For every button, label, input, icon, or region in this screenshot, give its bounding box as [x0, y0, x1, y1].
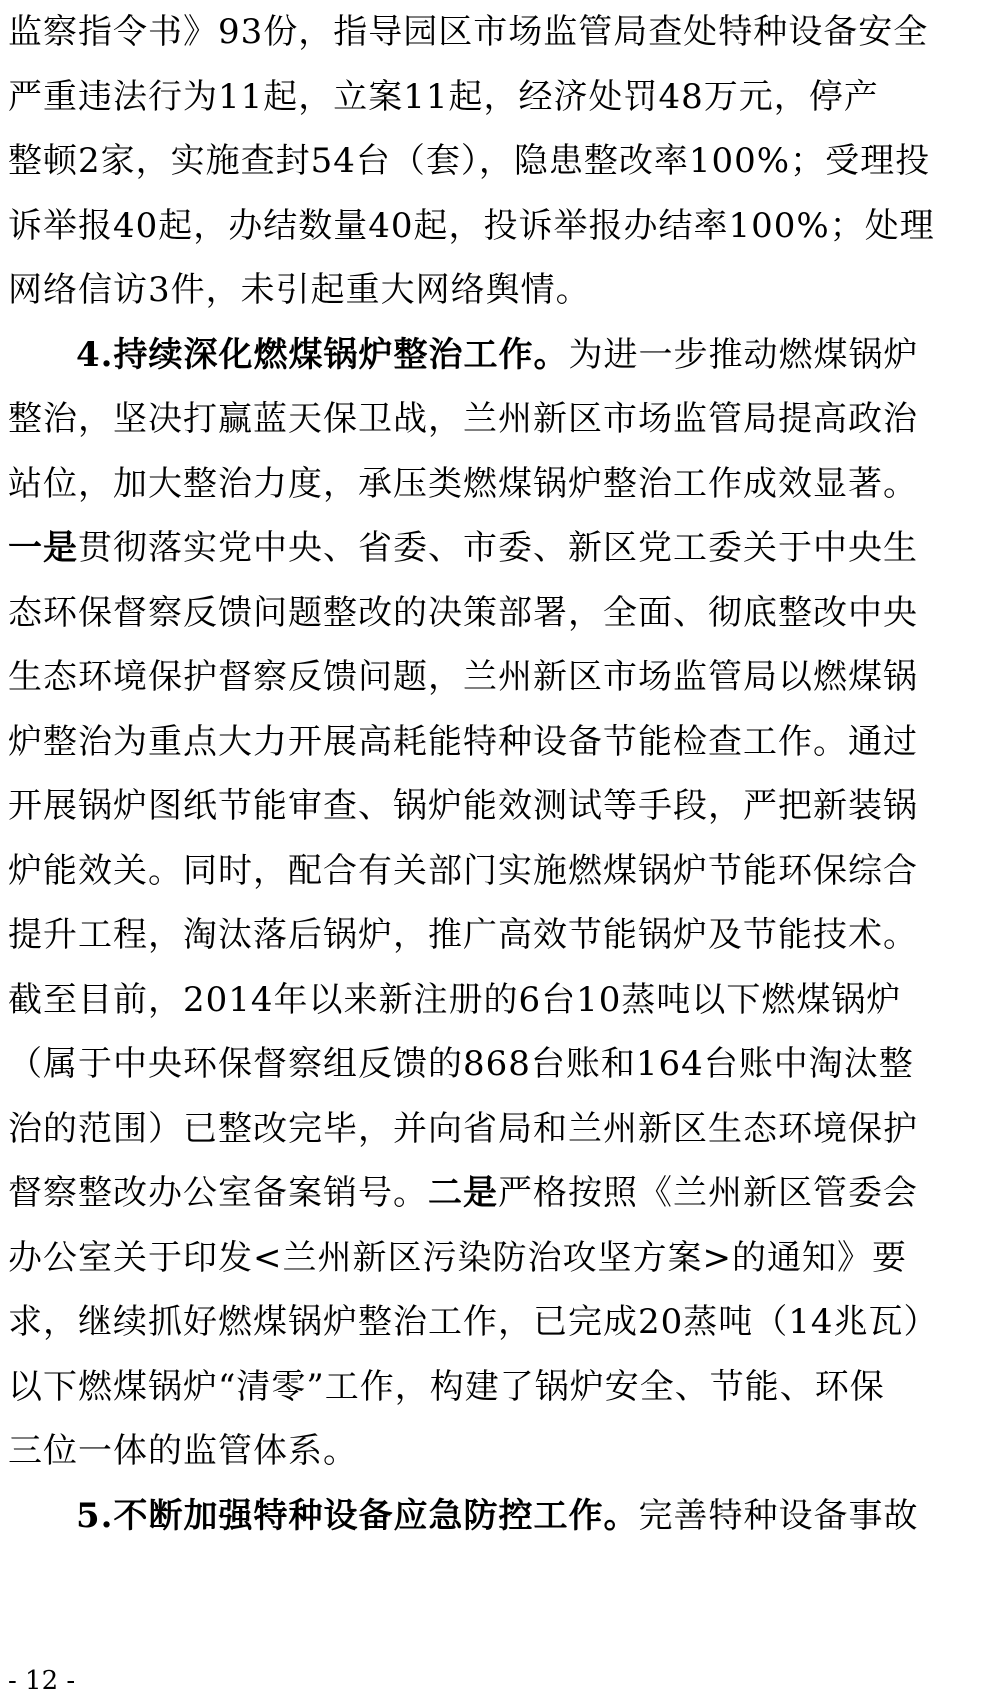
text-line: [8, 710, 992, 775]
text-segment: 整顿2家，实施查封54台（套），隐患整改率100%；受理投: [8, 141, 931, 181]
text-line: [8, 645, 992, 710]
text-segment: 治的范围）已整改完毕，并向省局和兰州新区生态环境保护: [8, 1108, 918, 1149]
page-number: - 12 -: [8, 1666, 76, 1696]
text-line: [8, 903, 992, 968]
text-line: [8, 65, 992, 130]
text-line: [8, 323, 992, 388]
text-line: [8, 1355, 992, 1420]
text-line: [8, 1097, 992, 1162]
text-segment: 办公室关于印发<兰州新区污染防治攻坚方案>的通知》要: [8, 1237, 907, 1278]
text-segment: 整治，坚决打赢蓝天保卫战，兰州新区市场监管局提高政治: [8, 399, 918, 439]
text-segment: 网络信访3件，未引起重大网络舆情。: [8, 270, 591, 310]
text-segment: 监察指令书》93份，指导园区市场监管局查处特种设备安全: [8, 12, 929, 52]
text-segment: 截至目前，2014年以来新注册的6台10蒸吨以下燃煤锅炉: [8, 979, 902, 1020]
bold-text-segment: 二是: [428, 1173, 498, 1213]
document-body: [8, 0, 992, 1548]
text-line: [8, 1290, 992, 1355]
text-segment: 严重违法行为11起，立案11起，经济处罚48万元，停产: [8, 76, 879, 117]
text-segment: 生态环境保护督察反馈问题，兰州新区市场监管局以燃煤锅: [8, 657, 918, 697]
text-line: [8, 581, 992, 646]
text-line: [8, 1484, 992, 1549]
text-segment: 督察整改办公室备案销号。: [8, 1173, 428, 1213]
text-segment: 站位，加大整治力度，承压类燃煤锅炉整治工作成效显著。: [8, 463, 918, 504]
text-segment: 提升工程，淘汰落后锅炉，推广高效节能锅炉及节能技术。: [8, 915, 918, 955]
bold-text-segment: 一是: [8, 528, 78, 568]
text-line: [8, 387, 992, 452]
text-segment: 完善特种设备事故: [638, 1495, 919, 1536]
text-line: [8, 452, 992, 517]
text-segment: 开展锅炉图纸节能审查、锅炉能效测试等手段，严把新装锅: [8, 786, 918, 826]
text-line: [8, 839, 992, 904]
text-line: [8, 258, 992, 323]
text-line: [8, 774, 992, 839]
text-line: [8, 129, 992, 194]
text-segment: （属于中央环保督察组反馈的868台账和164台账中淘汰整: [8, 1044, 914, 1084]
text-line: [8, 1226, 992, 1291]
text-line: [8, 1419, 992, 1484]
text-segment: 严格按照《兰州新区管委会: [498, 1173, 918, 1213]
text-segment: 为进一步推动燃煤锅炉: [568, 334, 919, 375]
text-line: [8, 516, 992, 581]
text-segment: 以下燃煤锅炉“清零”工作，构建了锅炉安全、节能、环保: [8, 1366, 885, 1407]
text-line: [8, 968, 992, 1033]
text-segment: 炉整治为重点大力开展高耗能特种设备节能检查工作。通过: [8, 721, 918, 762]
text-segment: 诉举报40起，办结数量40起，投诉举报办结率100%；处理: [8, 205, 935, 246]
text-line: [8, 0, 992, 65]
bold-text-segment: 4.持续深化燃煤锅炉整治工作。: [76, 334, 569, 375]
text-line: [8, 194, 992, 259]
text-segment: 求，继续抓好燃煤锅炉整治工作，已完成20蒸吨（14兆瓦）: [8, 1302, 939, 1342]
text-line: [8, 1032, 992, 1097]
bold-text-segment: 5.不断加强特种设备应急防控工作。: [76, 1495, 639, 1536]
text-line: [8, 1161, 992, 1226]
text-segment: 态环保督察反馈问题整改的决策部署，全面、彻底整改中央: [8, 592, 918, 633]
text-segment: 贯彻落实党中央、省委、市委、新区党工委关于中央生: [78, 528, 918, 568]
text-segment: 炉能效关。同时，配合有关部门实施燃煤锅炉节能环保综合: [8, 850, 918, 891]
text-segment: 三位一体的监管体系。: [8, 1431, 358, 1471]
